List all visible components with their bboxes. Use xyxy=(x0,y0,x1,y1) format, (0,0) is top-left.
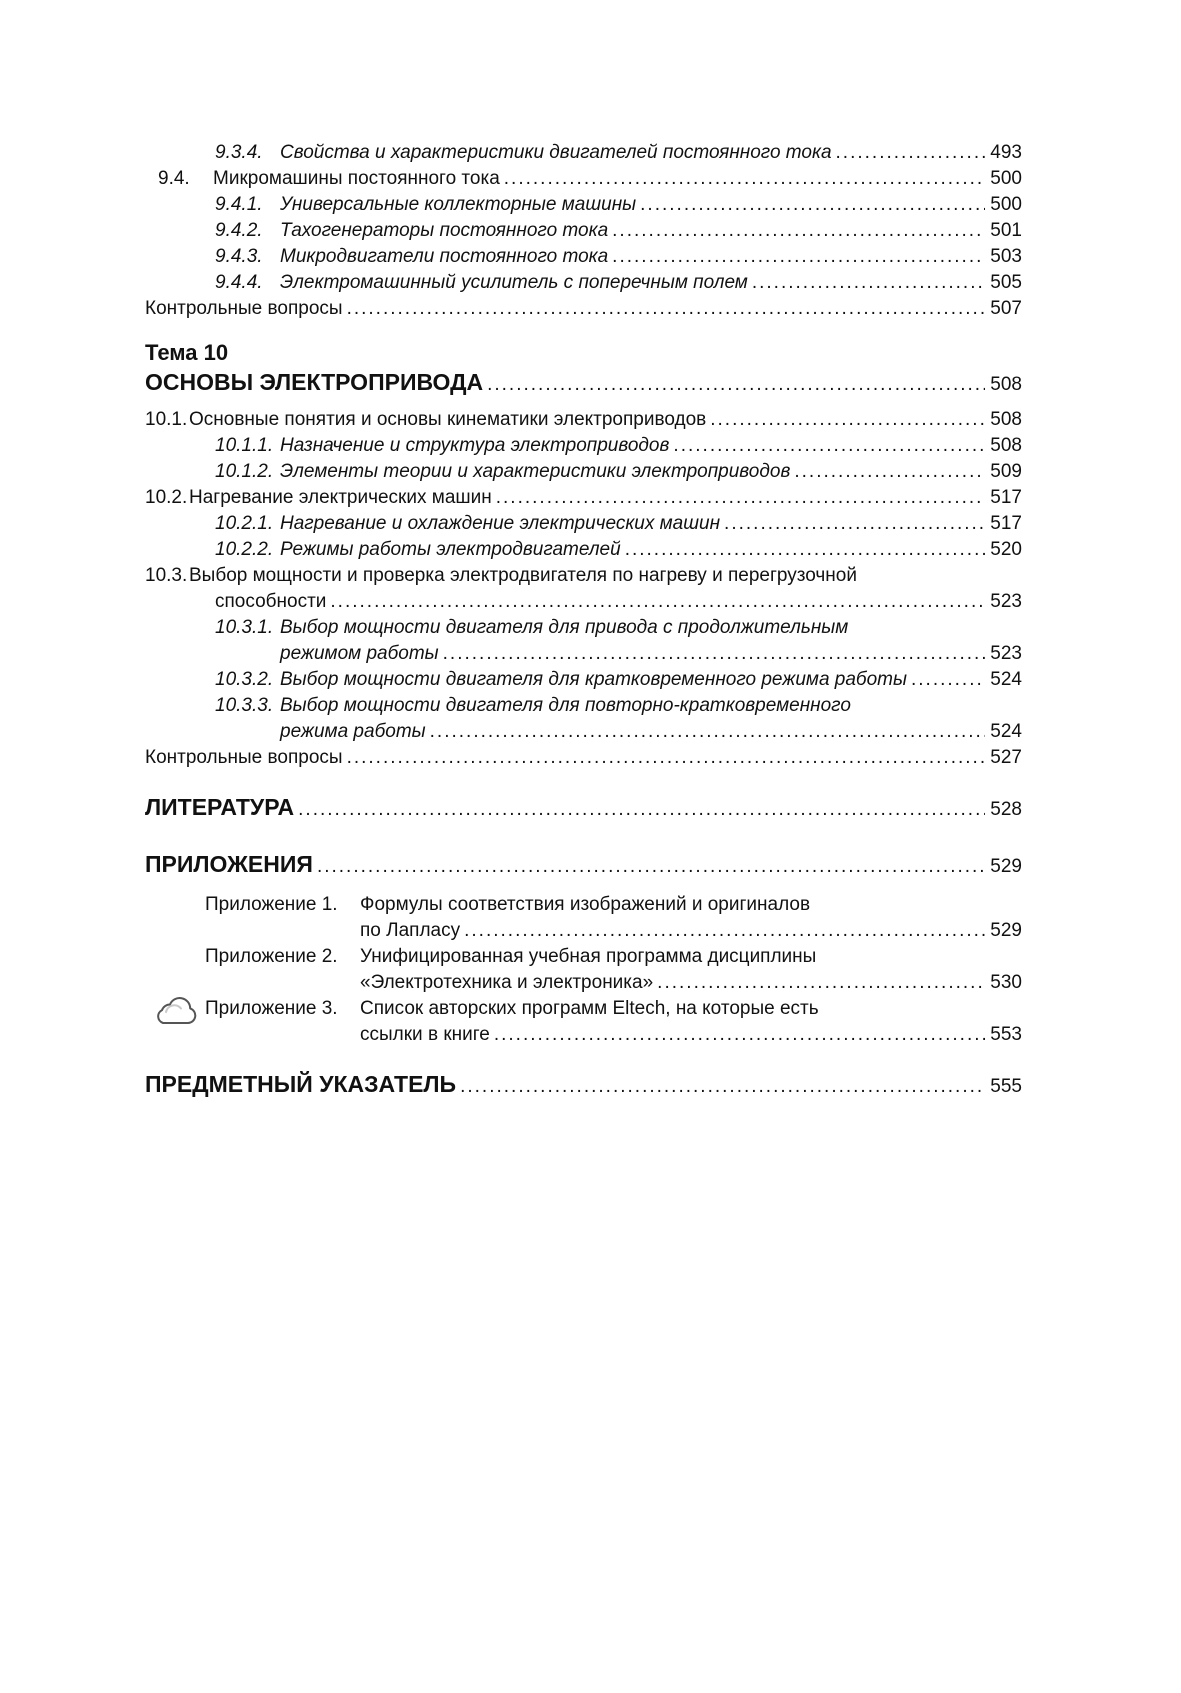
dot-leader xyxy=(317,851,985,882)
cloud-icon xyxy=(151,997,199,1036)
entry-number: 10.2. xyxy=(145,487,188,508)
entry-page: 523 xyxy=(990,591,1022,612)
entry-title: Контрольные вопросы xyxy=(145,747,343,768)
entry-number: 10.2.2. xyxy=(215,539,274,560)
entry-title: Режимы работы электродвигателей xyxy=(280,539,621,560)
entry-page: 517 xyxy=(990,487,1022,508)
section-heading-title: ПРЕДМЕТНЫЙ УКАЗАТЕЛЬ xyxy=(145,1071,457,1097)
toc-entry xyxy=(145,433,1022,459)
dot-leader xyxy=(347,745,986,771)
entry-title: Микромашины постоянного тока xyxy=(213,168,500,189)
toc-entry xyxy=(145,667,1022,693)
entry-title: Унифицированная учебная программа дисциплины xyxy=(360,946,817,967)
entry-page: 530 xyxy=(990,972,1022,993)
entry-number: 10.1.1. xyxy=(215,435,274,456)
entry-page: 505 xyxy=(990,272,1022,293)
entry-number: 9.4.1. xyxy=(215,194,263,215)
entry-title: Основные понятия и основы кинематики электроприводов xyxy=(189,409,707,430)
entry-page: 529 xyxy=(990,920,1022,941)
dot-leader xyxy=(724,511,985,537)
theme-label: Тема 10 xyxy=(145,340,229,365)
entry-page: 509 xyxy=(990,461,1022,482)
appendix-entry xyxy=(145,996,1022,1022)
dot-leader xyxy=(464,918,985,944)
dot-leader xyxy=(794,459,985,485)
entry-number: 10.3.2. xyxy=(215,669,274,690)
dot-leader xyxy=(625,537,986,563)
toc-entry-control-questions xyxy=(145,745,1022,771)
entry-page: 528 xyxy=(990,799,1022,820)
entry-page: 503 xyxy=(990,246,1022,267)
entry-number: 10.2.1. xyxy=(215,513,274,534)
entry-page: 524 xyxy=(990,669,1022,690)
appendix-entry-continuation xyxy=(145,918,1022,944)
entry-number: 10.3.3. xyxy=(215,695,274,716)
toc-entry xyxy=(145,192,1022,218)
entry-page: 500 xyxy=(990,168,1022,189)
entry-page: 508 xyxy=(990,409,1022,430)
appendix-entry xyxy=(145,892,1022,918)
section-heading xyxy=(145,367,1022,400)
entry-title: режимом работы xyxy=(280,643,439,664)
entry-page: 524 xyxy=(990,721,1022,742)
entry-title: способности xyxy=(215,591,327,612)
entry-page: 527 xyxy=(990,747,1022,768)
toc-entry-continuation xyxy=(145,589,1022,615)
entry-title: Нагревание электрических машин xyxy=(189,487,492,508)
entry-number: 9.3.4. xyxy=(215,142,263,163)
dot-leader xyxy=(657,970,985,996)
dot-leader xyxy=(347,296,986,322)
section-heading-appendices xyxy=(145,849,1022,882)
section-heading-title: ОСНОВЫ ЭЛЕКТРОПРИВОДА xyxy=(145,369,484,395)
section-heading-title: ЛИТЕРАТУРА xyxy=(145,794,295,820)
toc-entry xyxy=(145,537,1022,563)
toc-entry xyxy=(145,511,1022,537)
dot-leader xyxy=(298,794,985,825)
section-heading-literature xyxy=(145,792,1022,825)
entry-title: Список авторских программ Eltech, на которые есть xyxy=(360,998,819,1019)
entry-title: Свойства и характеристики двигателей постоянного тока xyxy=(280,142,832,163)
dot-leader xyxy=(487,369,985,400)
dot-leader xyxy=(612,244,985,270)
entry-title: Универсальные коллекторные машины xyxy=(280,194,637,215)
entry-title: режима работы xyxy=(280,721,426,742)
appendix-label: Приложение 1. xyxy=(205,894,338,915)
toc-entry xyxy=(145,485,1022,511)
entry-title: ссылки в книге xyxy=(360,1024,490,1045)
dot-leader xyxy=(430,719,986,745)
entry-number: 9.4. xyxy=(158,168,190,189)
entry-page: 508 xyxy=(990,435,1022,456)
entry-title: Выбор мощности двигателя для повторно-кратковременного xyxy=(280,695,851,716)
dot-leader xyxy=(443,641,986,667)
entry-page: 508 xyxy=(990,374,1022,395)
dot-leader xyxy=(710,407,985,433)
entry-number: 9.4.2. xyxy=(215,220,263,241)
entry-page: 507 xyxy=(990,298,1022,319)
section-heading-subject-index xyxy=(145,1069,1022,1102)
entry-number: 9.4.3. xyxy=(215,246,263,267)
entry-title: Тахогенераторы постоянного тока xyxy=(280,220,609,241)
entry-page: 555 xyxy=(990,1076,1022,1097)
toc-entry xyxy=(145,407,1022,433)
entry-number: 10.1.2. xyxy=(215,461,274,482)
entry-title: Нагревание и охлаждение электрических машин xyxy=(280,513,721,534)
entry-page: 520 xyxy=(990,539,1022,560)
toc-entry-control-questions xyxy=(145,296,1022,322)
toc-entry xyxy=(145,270,1022,296)
entry-page: 553 xyxy=(990,1024,1022,1045)
entry-number: 9.4.4. xyxy=(215,272,263,293)
entry-page: 500 xyxy=(990,194,1022,215)
entry-title: Формулы соответствия изображений и оригиналов xyxy=(360,894,811,915)
dot-leader xyxy=(330,589,985,615)
entry-number: 10.3.1. xyxy=(215,617,274,638)
toc-entry xyxy=(145,244,1022,270)
entry-page: 493 xyxy=(990,142,1022,163)
entry-title: «Электротехника и электроника» xyxy=(360,972,654,993)
dot-leader xyxy=(911,667,985,693)
dot-leader xyxy=(640,192,985,218)
appendix-entry xyxy=(145,944,1022,970)
toc-entry xyxy=(145,563,1022,589)
entry-number: 10.1. xyxy=(145,409,188,430)
entry-title: Назначение и структура электроприводов xyxy=(280,435,670,456)
dot-leader xyxy=(494,1022,985,1048)
toc-entry xyxy=(145,166,1022,192)
appendix-entry-continuation xyxy=(145,970,1022,996)
toc-entry xyxy=(145,140,1022,166)
toc-entry xyxy=(145,615,1022,641)
appendix-label: Приложение 3. xyxy=(205,998,338,1019)
dot-leader xyxy=(460,1071,985,1102)
toc-entry xyxy=(145,218,1022,244)
dot-leader xyxy=(836,140,986,166)
entry-number: 10.3. xyxy=(145,565,188,586)
entry-title: Выбор мощности двигателя для привода с продолжительным xyxy=(280,617,849,638)
entry-title: Элементы теории и характеристики электроприводов xyxy=(280,461,791,482)
entry-title: Выбор мощности двигателя для кратковременного режима работы xyxy=(280,669,907,690)
entry-page: 517 xyxy=(990,513,1022,534)
entry-title: Контрольные вопросы xyxy=(145,298,343,319)
dot-leader xyxy=(504,166,986,192)
entry-title: Электромашинный усилитель с поперечным полем xyxy=(280,272,748,293)
toc-entry-continuation xyxy=(145,641,1022,667)
appendix-label: Приложение 2. xyxy=(205,946,338,967)
dot-leader xyxy=(752,270,985,296)
dot-leader xyxy=(673,433,985,459)
appendix-entry-continuation xyxy=(145,1022,1022,1048)
dot-leader xyxy=(612,218,985,244)
entry-page: 501 xyxy=(990,220,1022,241)
toc-entry xyxy=(145,693,1022,719)
toc-entry-continuation xyxy=(145,719,1022,745)
entry-page: 529 xyxy=(990,856,1022,877)
entry-title: по Лапласу xyxy=(360,920,461,941)
section-heading-title: ПРИЛОЖЕНИЯ xyxy=(145,851,313,877)
toc-entry xyxy=(145,459,1022,485)
entry-page: 523 xyxy=(990,643,1022,664)
entry-title: Выбор мощности и проверка электродвигателя по нагреву и перегрузочной xyxy=(189,565,857,586)
entry-title: Микродвигатели постоянного тока xyxy=(280,246,609,267)
dot-leader xyxy=(496,485,986,511)
table-of-contents xyxy=(145,140,1022,1102)
